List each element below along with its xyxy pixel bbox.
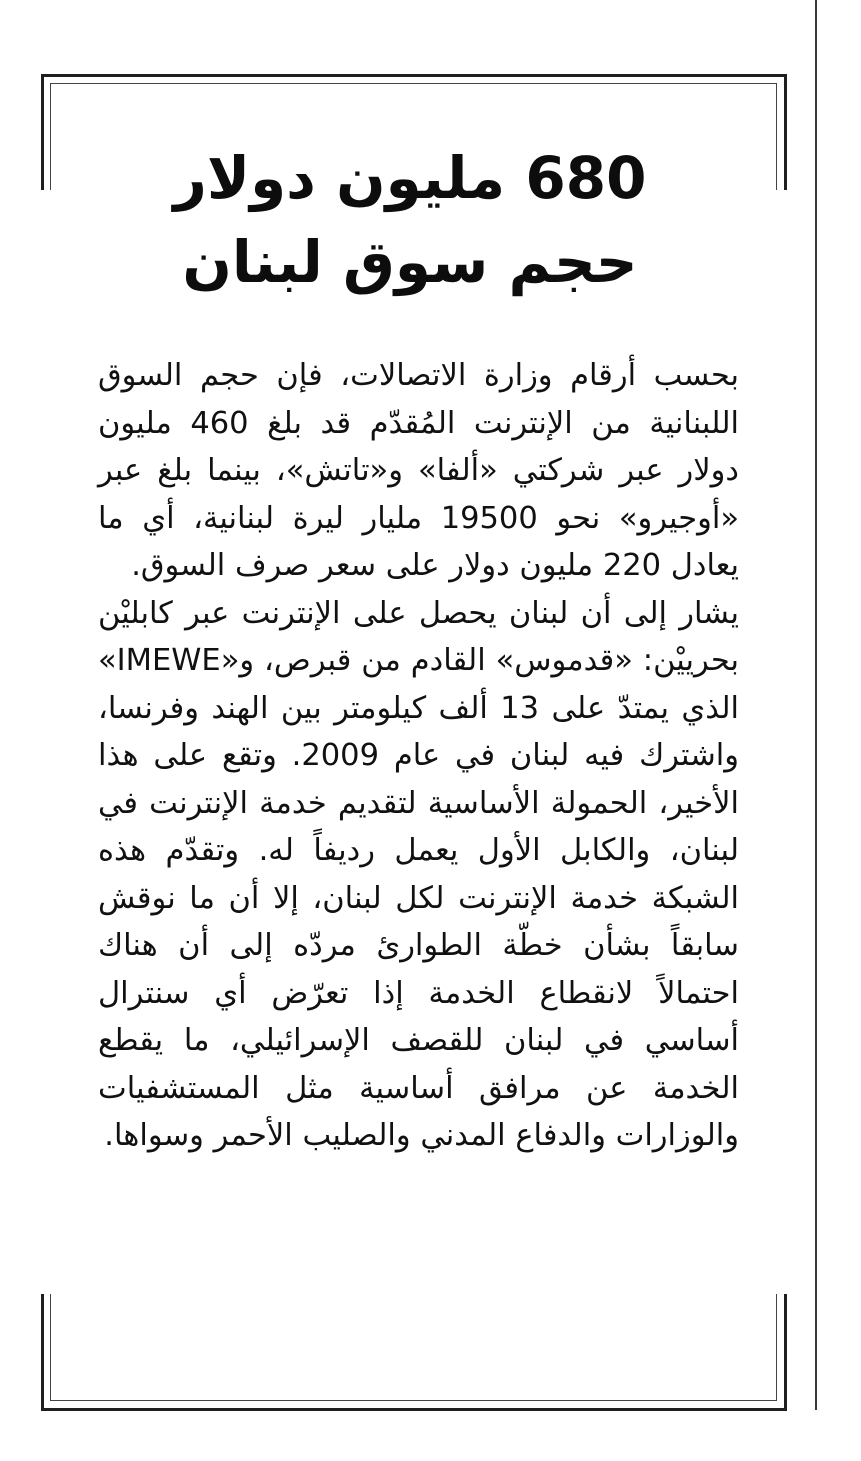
frame-bottom-inner xyxy=(51,1400,777,1401)
headline-line-2: حجم سوق لبنان xyxy=(182,228,638,296)
frame-right-top-inner xyxy=(776,83,777,190)
frame-right-top-outer xyxy=(784,74,787,190)
frame-left-top-outer xyxy=(41,74,44,190)
frame-left-bottom-inner xyxy=(50,1294,51,1401)
article-body xyxy=(98,352,739,1160)
headline-line-1: 680 مليون دولار xyxy=(173,144,647,212)
column-divider xyxy=(815,0,817,1410)
paragraph-2: يشار إلى أن لبنان يحصل على الإنترنت عبر كابليْن بحرييْن: «قدموس» القادم من قبرص، و«IMEWE» الذي يمتدّ على 13 ألف كيلومتر بين الهند وفرنسا، واشترك فيه لبنان في عام 2009. وتقع على هذا الأخير، الحمولة الأساسية لتقديم خدمة الإنترنت في لبنان، والكابل الأول يعمل رديفاً له. وتقدّم هذه الشبكة خدمة الإنترنت لكل لبنان، إلا أن ما نوقش سابقاً بشأن خطّة الطوارئ مردّه إلى أن هناك احتمالاً لانقطاع الخدمة إذا تعرّض أي سنترال أساسي في لبنان للقصف الإسرائيلي، ما يقطع الخدمة عن مرافق أساسية مثل المستشفيات والوزارات والدفاع المدني والصليب الأحمر وسواها. xyxy=(98,595,740,1153)
frame-left-bottom-outer xyxy=(41,1294,44,1411)
frame-left-top-inner xyxy=(50,83,51,190)
frame-right-bottom-inner xyxy=(776,1294,777,1401)
frame-top-outer xyxy=(41,74,787,77)
article-headline xyxy=(130,136,690,304)
paragraph-1: بحسب أرقام وزارة الاتصالات، فإن حجم السوق اللبنانية من الإنترنت المُقدّم قد بلغ 460 مليون دولار عبر شركتي «ألفا» و«تاتش»، بينما بلغ عبر «أوجيرو» نحو 19500 مليار ليرة لبنانية، أي ما يعادل 220 مليون دولار على سعر صرف السوق. xyxy=(98,358,739,583)
frame-right-bottom-outer xyxy=(784,1294,787,1411)
frame-bottom-outer xyxy=(41,1408,787,1411)
frame-top-inner xyxy=(51,83,777,84)
